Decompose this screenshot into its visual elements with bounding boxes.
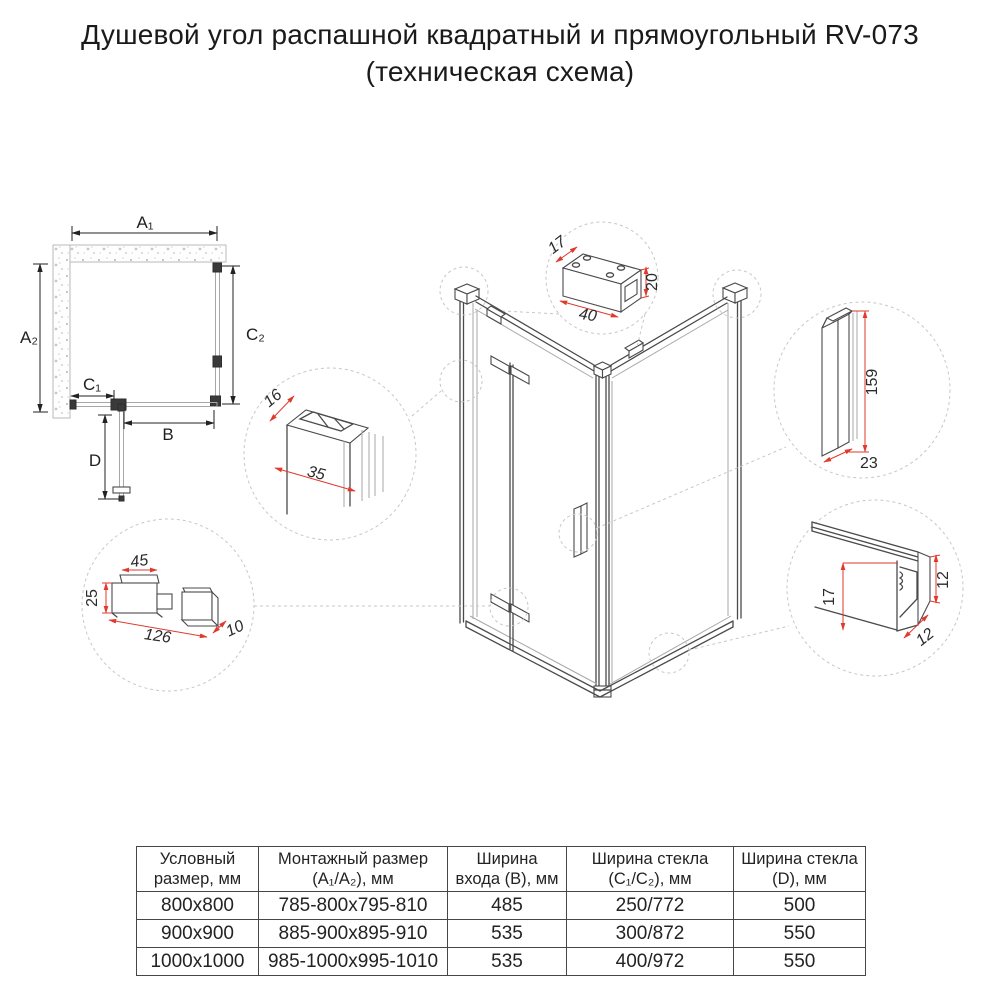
cell-entry-width: 485 bbox=[448, 892, 567, 920]
col-header-mounting-size: Монтажный размер (A₁/A₂), мм bbox=[259, 847, 448, 892]
hinge-dim-height-label: 25 bbox=[84, 589, 101, 607]
cell-mounting-size: 885-900x895-910 bbox=[259, 920, 448, 948]
iso-left-rail-bracket bbox=[487, 306, 505, 324]
iso-door-handle bbox=[574, 503, 587, 557]
highlight-wall-profile bbox=[440, 360, 482, 402]
cell-nominal-size: 1000x1000 bbox=[137, 948, 259, 976]
spec-table bbox=[136, 846, 866, 976]
iso-right-wall-post bbox=[723, 283, 747, 619]
plan-dim-b bbox=[124, 410, 214, 444]
plan-dim-a1-label: A₁ bbox=[136, 213, 154, 232]
table-row bbox=[137, 892, 866, 920]
cell-nominal-size: 900x900 bbox=[137, 920, 259, 948]
bottom-profile-dim-width-label: 12 bbox=[912, 625, 938, 650]
spec-table-header-row bbox=[137, 847, 866, 892]
wall-profile-dim-depth bbox=[261, 386, 294, 421]
plan-glass-right bbox=[216, 263, 220, 404]
plan-wall-profile-mark bbox=[70, 400, 76, 409]
detail-bottom-profile bbox=[787, 500, 963, 676]
leader-lines bbox=[254, 311, 789, 650]
col-header-entry-width: Ширина входа (B), мм bbox=[448, 847, 567, 892]
plan-dim-c2-label: C₂ bbox=[246, 325, 265, 344]
plan-view bbox=[20, 213, 265, 501]
detail-wall-bracket bbox=[545, 222, 661, 334]
col-header-glass-width-c: Ширина стекла (C₁/C₂), мм bbox=[567, 847, 734, 892]
plan-dim-a2 bbox=[20, 264, 48, 412]
bottom-profile-dim-height-label: 12 bbox=[935, 571, 952, 589]
plan-corner-profile bbox=[211, 396, 221, 406]
wall-profile-dim-width-label: 35 bbox=[305, 463, 327, 485]
bracket-dim-height-label: 20 bbox=[644, 273, 661, 291]
cell-mounting-size: 785-800x795-810 bbox=[259, 892, 448, 920]
plan-dim-c1-label: C₁ bbox=[82, 375, 102, 394]
plan-door-handle bbox=[113, 487, 130, 493]
col-header-glass-width-d: Ширина стекла (D), мм bbox=[734, 847, 866, 892]
cell-glass-width-d: 550 bbox=[734, 948, 866, 976]
cell-mounting-size: 985-1000x995-1010 bbox=[259, 948, 448, 976]
bracket-dim-depth-label: 17 bbox=[545, 233, 570, 258]
bottom-profile-dim-height bbox=[930, 555, 952, 603]
bracket-dim-depth bbox=[545, 233, 577, 262]
plan-door-pivot bbox=[118, 404, 125, 411]
plan-wall-left bbox=[53, 245, 70, 418]
plan-clamp-mid bbox=[213, 356, 222, 367]
col-header-nominal-size: Условный размер, мм bbox=[137, 847, 259, 892]
hinge-dim-thickness-label: 10 bbox=[223, 617, 247, 641]
table-row bbox=[137, 920, 866, 948]
plan-wall-top bbox=[53, 245, 226, 262]
hinge-dim-plate-width bbox=[122, 552, 157, 571]
handle-dim-height bbox=[849, 311, 881, 452]
plan-dim-d bbox=[89, 415, 120, 499]
handle-dim-height-label: 159 bbox=[864, 368, 881, 396]
detail-wall-profile bbox=[244, 368, 416, 540]
detail-handle bbox=[774, 302, 950, 478]
detail-hinge bbox=[82, 519, 254, 691]
plan-dim-d-label: D bbox=[88, 451, 102, 470]
iso-left-wall-post bbox=[455, 284, 479, 623]
cell-glass-width-d: 500 bbox=[734, 892, 866, 920]
cell-glass-width-c: 400/972 bbox=[567, 948, 734, 976]
cell-glass-width-c: 250/772 bbox=[567, 892, 734, 920]
cell-nominal-size: 800x800 bbox=[137, 892, 259, 920]
bracket-dim-length-label: 40 bbox=[577, 305, 598, 326]
hinge-dim-length-label: 126 bbox=[143, 626, 173, 647]
page-title-line2: (техническая схема) bbox=[365, 56, 635, 87]
cell-glass-width-c: 300/872 bbox=[567, 920, 734, 948]
plan-dim-a1 bbox=[72, 213, 217, 241]
plan-dim-a2-label: A₂ bbox=[20, 328, 38, 347]
bottom-profile-dim-inner-label: 17 bbox=[821, 588, 838, 606]
cell-entry-width: 535 bbox=[448, 920, 567, 948]
page-title-line1: Душевой угол распашной квадратный и прямоугольный RV-073 bbox=[81, 19, 919, 50]
hinge-dim-plate-width-label: 45 bbox=[129, 551, 150, 572]
cell-glass-width-d: 550 bbox=[734, 920, 866, 948]
hinge-dim-height bbox=[84, 583, 112, 613]
wall-profile-dim-depth-label: 16 bbox=[260, 386, 286, 411]
plan-dim-b-label: B bbox=[162, 425, 174, 444]
plan-door-open bbox=[120, 410, 124, 496]
plan-glass-bottom bbox=[70, 403, 217, 407]
isometric-view bbox=[440, 267, 761, 697]
cell-entry-width: 535 bbox=[448, 948, 567, 976]
plan-dim-c1 bbox=[71, 375, 114, 400]
plan-dim-c2 bbox=[222, 266, 265, 404]
table-row bbox=[137, 948, 866, 976]
handle-dim-depth-label: 23 bbox=[860, 455, 878, 472]
plan-clamp-top bbox=[213, 263, 222, 272]
